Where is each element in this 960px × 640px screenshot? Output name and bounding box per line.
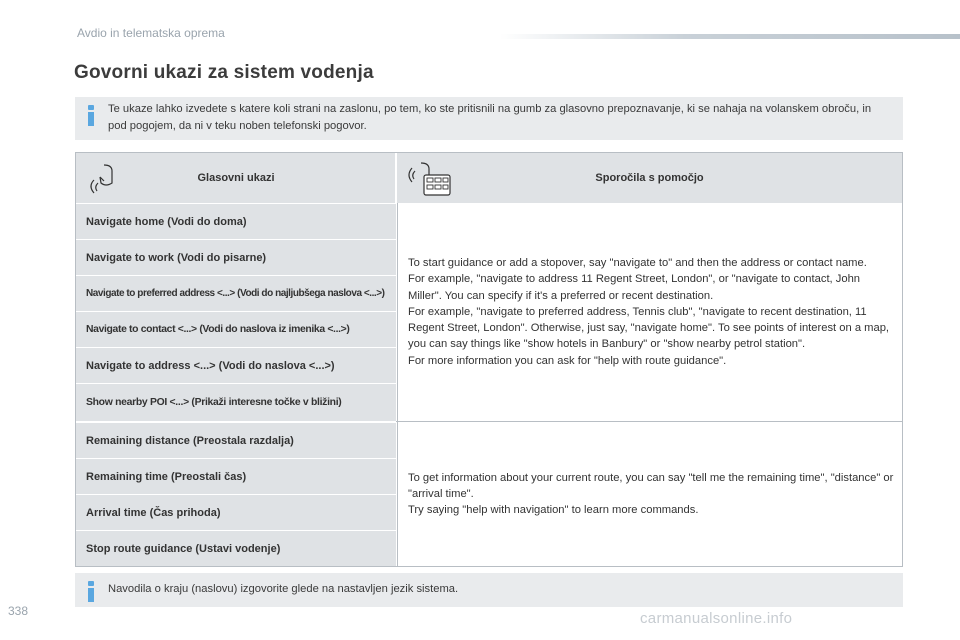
command-row: Stop route guidance (Ustavi vodenje) <box>76 530 396 566</box>
command-row: Navigate to preferred address <...> (Vodi do najljubšega naslova <...>) <box>76 275 396 311</box>
message-text: To get information about your current route, you can say "tell me the remaining time", "distance" or "arrival time". Try saying "help with navigation" to learn more commands. <box>408 471 894 517</box>
message-text: To start guidance or add a stopover, say "navigate to" and then the address or contact name. For example, "navigate to address 11 Regent Street, London", or "navigate to contact, John Miller". You can specify if it's a preferred or recent destination. For example, "navigate to preferred address, Tennis club", "navigate to recent destination, 11 Regent Street, London". Otherwise, just say, "navigate home". To see points of interest on a map, you can say things like "show hotels in Banbury" or "show nearby petrol station". For more information you can ask for "help with route guidance". <box>408 256 890 367</box>
intro-note-text: Te ukaze lahko izvedete s katere koli strani na zaslonu, po tem, ko ste pritisnili na gumb za glasovno prepoznavanje, ki se nahaja na volanskem obroču, in pod pogojem, da ni v teku noben telefonski pogovor. <box>108 103 872 132</box>
command-row: Navigate to address <...> (Vodi do naslova <...>) <box>76 347 396 383</box>
command-row: Navigate to contact <...> (Vodi do naslova iz imenika <...>) <box>76 311 396 347</box>
message-cell <box>397 203 902 421</box>
footer-note-text: Navodila o kraju (naslovu) izgovorite glede na nastavljen jezik sistema. <box>108 583 459 595</box>
page-title: Govorni ukazi za sistem vodenja <box>74 62 374 83</box>
column-header-commands: Glasovni ukazi <box>197 172 275 184</box>
header-rule <box>500 34 960 39</box>
table-header-commands <box>76 153 396 203</box>
info-icon <box>87 105 95 126</box>
voice-commands-table <box>75 152 903 567</box>
section-header: Avdio in telematska oprema <box>77 26 225 40</box>
command-row: Arrival time (Čas prihoda) <box>76 494 396 530</box>
column-header-messages: Sporočila s pomočjo <box>595 172 704 184</box>
command-row: Navigate home (Vodi do doma) <box>76 203 396 239</box>
page-number: 338 <box>8 604 29 618</box>
watermark: carmanualsonline.info <box>640 610 793 627</box>
info-icon <box>87 581 95 602</box>
command-row: Show nearby POI <...> (Prikaži interesne točke v bližini) <box>76 383 396 421</box>
command-row: Remaining distance (Preostala razdalja) <box>76 422 396 458</box>
command-row: Navigate to work (Vodi do pisarne) <box>76 239 396 275</box>
intro-note <box>75 97 903 140</box>
table-header-messages <box>397 153 902 203</box>
message-cell <box>397 422 902 566</box>
footer-note <box>75 573 903 607</box>
command-row: Remaining time (Preostali čas) <box>76 458 396 494</box>
